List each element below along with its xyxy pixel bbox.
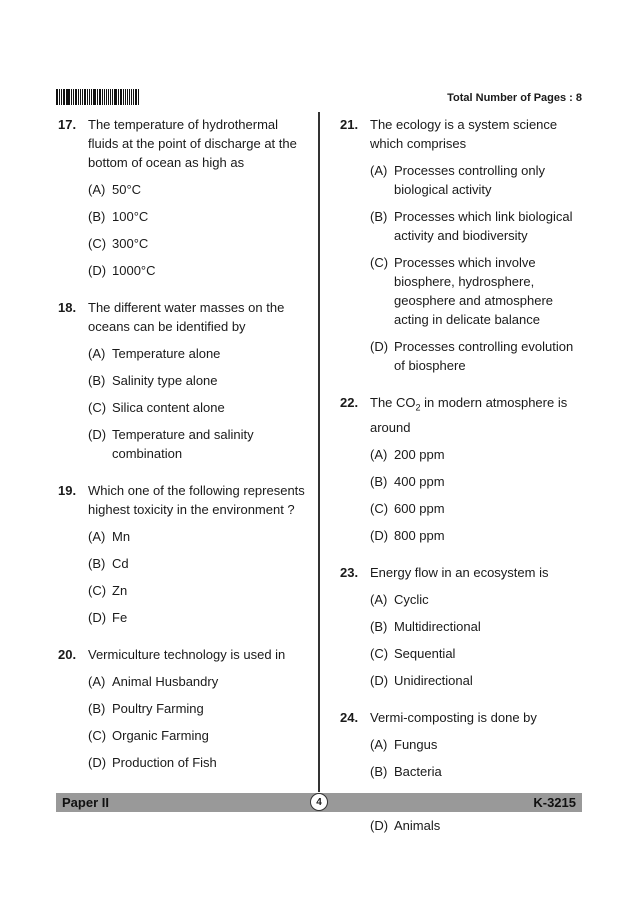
option-label: (B) [88,556,106,571]
answer-option [370,337,584,375]
answer-option [88,554,308,573]
question-item [58,298,308,463]
option-text: 300°C [112,236,149,251]
answer-option [88,581,308,600]
option-text: Unidirectional [394,672,473,688]
option-text: Processes which involve biosphere, hydrosphere, geosphere and atmosphere acting in delicate balance [394,255,554,327]
answer-option [88,180,308,199]
paper-label: Paper II [62,795,109,810]
page-footer [56,793,582,812]
answer-option [88,753,308,772]
answer-option [88,608,308,627]
question-item [340,115,584,375]
answer-option [88,371,308,390]
option-label: (B) [370,618,388,634]
option-label: (B) [88,373,106,388]
answer-option [370,472,584,491]
option-text: Salinity type alone [112,373,218,388]
option-text: 100°C [112,209,149,224]
answer-option [370,735,584,754]
option-text: Fe [112,610,128,625]
left-column [58,115,308,790]
question-text-part: in modern atmosphere is around [370,395,568,435]
option-label: (A) [370,736,388,752]
option-label: (C) [88,728,107,743]
question-number: 19. [58,483,77,498]
column-divider [318,112,320,792]
option-label: (C) [370,645,389,661]
question-text-part: The CO [370,395,416,410]
answer-option [370,526,584,545]
answer-option [88,527,308,546]
option-label: (A) [88,674,106,689]
option-text: Poultry Farming [112,701,204,716]
option-text: Silica content alone [112,400,225,415]
question-number: 17. [58,117,77,132]
answer-option [88,398,308,417]
question-number: 21. [340,117,359,132]
answer-option [88,699,308,718]
question-text: The different water masses on the oceans can be identified by [88,300,285,334]
option-label: (C) [370,500,389,516]
answer-option [370,253,584,329]
option-text: Cyclic [394,591,429,607]
option-label: (D) [88,427,107,442]
option-text: Processes which link biological activity and biodiversity [394,209,573,243]
question-item [340,563,584,690]
answer-option [370,499,584,518]
option-text: Animals [394,817,441,833]
question-item [58,115,308,280]
answer-option [370,161,584,199]
barcode [56,89,140,105]
option-text: Mn [112,529,131,544]
option-label: (A) [88,182,106,197]
option-label: (D) [370,817,389,833]
option-label: (A) [88,529,106,544]
question-number: 18. [58,300,77,315]
answer-option [370,617,584,636]
answer-option [370,207,584,245]
option-text: Animal Husbandry [112,674,219,689]
answer-option [88,344,308,363]
question-item [58,645,308,772]
answer-option [88,425,308,463]
answer-option [370,445,584,464]
subscript: 2 [415,402,421,413]
question-item [340,393,584,545]
answer-option [88,672,308,691]
option-label: (D) [88,263,107,278]
question-text: The ecology is a system science which comprises [370,117,558,151]
question-text: Vermiculture technology is used in [88,647,286,662]
option-text: Sequential [394,645,456,661]
option-label: (C) [370,255,389,270]
option-text: Processes controlling only biological activity [394,163,546,197]
option-label: (C) [88,583,107,598]
question-number: 24. [340,709,359,725]
question-text: Energy flow in an ecosystem is [370,564,549,580]
option-text: Fungus [394,736,438,752]
answer-option [370,816,584,835]
option-text: 800 ppm [394,527,445,543]
option-text: Cd [112,556,129,571]
page-number: 4 [310,793,328,811]
answer-option [88,234,308,253]
answer-option [88,207,308,226]
option-text: Zn [112,583,128,598]
question-text: Which one of the following represents highest toxicity in the environment ? [88,483,305,517]
question-number: 22. [340,395,359,410]
option-label: (D) [88,610,107,625]
question-number: 23. [340,564,359,580]
option-label: (C) [88,400,107,415]
option-text: Organic Farming [112,728,209,743]
option-label: (B) [88,209,106,224]
question-text: The temperature of hydrothermal fluids at the point of discharge at the bottom of ocean as high as [88,117,297,170]
option-label: (B) [370,209,388,224]
option-label: (D) [370,672,389,688]
option-text: 50°C [112,182,142,197]
option-text: Processes controlling evolution of biosphere [394,339,574,373]
option-label: (C) [88,236,107,251]
answer-option [370,590,584,609]
question-item [340,708,584,835]
option-text: 400 ppm [394,473,445,489]
question-item [58,481,308,627]
answer-option [88,261,308,280]
option-label: (B) [370,473,388,489]
option-text: Bacteria [394,763,442,779]
total-pages-label: Total Number of Pages : 8 [447,92,582,104]
answer-option [370,671,584,690]
option-text: Temperature and salinity combination [112,427,254,461]
option-text: Production of Fish [112,755,217,770]
option-text: Multidirectional [394,618,481,634]
option-label: (D) [88,755,107,770]
option-label: (D) [370,527,389,543]
option-text: 600 ppm [394,500,445,516]
option-label: (A) [370,446,388,462]
option-label: (A) [370,163,388,178]
question-text: Vermi-composting is done by [370,709,537,725]
answer-option [88,726,308,745]
option-text: Temperature alone [112,346,221,361]
paper-code: K-3215 [533,795,576,810]
question-text [370,393,584,437]
answer-option [370,762,584,781]
answer-option [370,644,584,663]
option-label: (B) [370,763,388,779]
option-text: 1000°C [112,263,156,278]
option-text: 200 ppm [394,446,445,462]
question-number: 20. [58,647,77,662]
option-label: (B) [88,701,106,716]
option-label: (A) [370,591,388,607]
right-column [340,115,584,853]
option-label: (A) [88,346,106,361]
option-label: (D) [370,339,389,354]
